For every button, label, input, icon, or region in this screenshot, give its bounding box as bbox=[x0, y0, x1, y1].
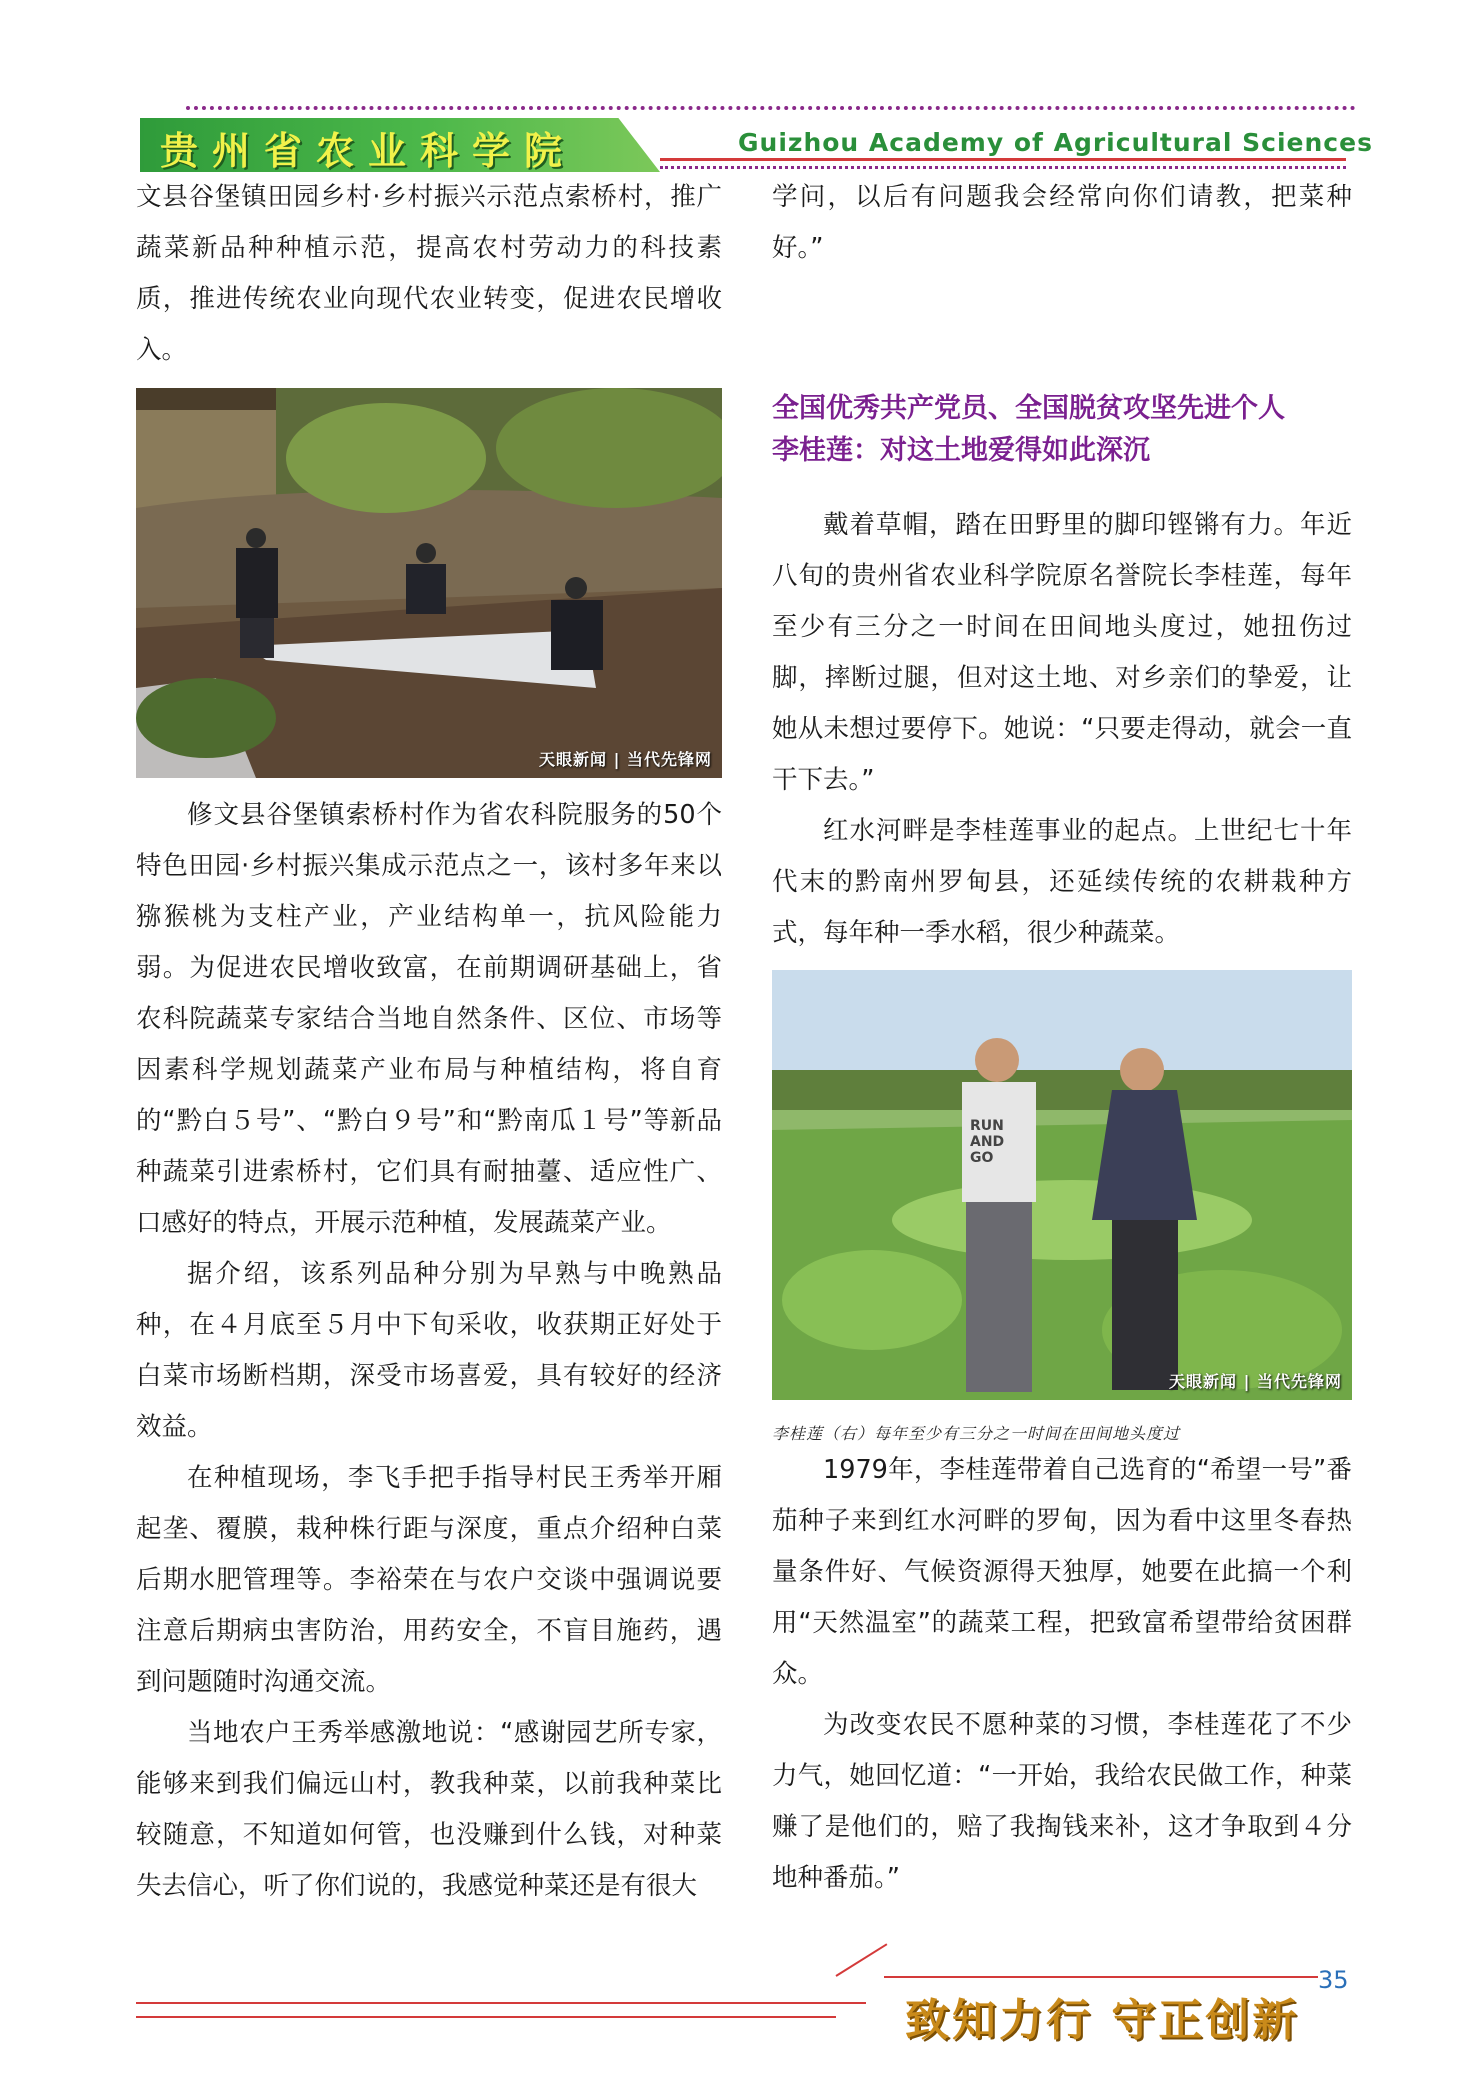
paragraph: 文县谷堡镇田园乡村·乡村振兴示范点索桥村，推广蔬菜新品种种植示范，提高农村劳动力的科技素质，推进传统农业向现代农业转变，促进农民增收入。 bbox=[136, 182, 722, 365]
paragraph: 当地农户王秀举感激地说：“感谢园艺所专家，能够来到我们偏远山村，教我种菜，以前我种菜比较随意，不知道如何管，也没赚到什么钱，对种菜失去信心，听了你们说的，我感觉种菜还是有很大 bbox=[136, 1718, 722, 1901]
header-title-cn: 贵州省农业科学院 bbox=[160, 129, 577, 173]
shirt-text: RUN AND GO bbox=[970, 1118, 1005, 1166]
photo-cabbage-field-image bbox=[772, 970, 1352, 1400]
right-column-body-b bbox=[772, 1445, 1352, 1904]
photo-field-workers-image bbox=[136, 388, 722, 778]
paragraph: 在种植现场，李飞手把手指导村民王秀举开厢起垄、覆膜，栽种株行距与深度，重点介绍种白菜后期水肥管理等。李裕荣在与农户交谈中强调说要注意后期病虫害防治，用药安全，不盲目施药，遇到问题随时沟通交流。 bbox=[136, 1463, 722, 1697]
section-heading-line-1: 全国优秀共产党员、全国脱贫攻坚先进个人 bbox=[772, 393, 1285, 424]
header-dotted-rule-2 bbox=[660, 166, 1346, 169]
section-heading-line-2: 李桂莲：对这土地爱得如此深沉 bbox=[772, 435, 1150, 466]
footer-motto: 致知力行 守正创新 bbox=[905, 1995, 1300, 2046]
paragraph: 修文县谷堡镇索桥村作为省农科院服务的50个特色田园·乡村振兴集成示范点之一，该村多年来以猕猴桃为支柱产业，产业结构单一，抗风险能力弱。为促进农民增收致富，在前期调研基础上，省农科院蔬菜专家结合当地自然条件、区位、市场等因素科学规划蔬菜产业布局与种植结构，将自育的“黔白５号”、“黔白９号”和“黔南瓜１号”等新品种蔬菜引进索桥村，它们具有耐抽薹、适应性广、口感好的特点，开展示范种植，发展蔬菜产业。 bbox=[136, 800, 722, 1238]
footer-rule-2 bbox=[136, 2016, 836, 2018]
paragraph: 学问，以后有问题我会经常向你们请教，把菜种好。” bbox=[772, 182, 1352, 263]
header-dotted-rule bbox=[186, 106, 1356, 110]
left-column-body bbox=[136, 790, 722, 1912]
footer-rule-top bbox=[884, 1976, 1318, 1978]
photo-watermark: 天眼新闻 | 当代先锋网 bbox=[539, 750, 712, 769]
paragraph: 红水河畔是李桂莲事业的起点。上世纪七十年代末的黔南州罗甸县，还延续传统的农耕栽种方式，每年种一季水稻，很少种蔬菜。 bbox=[772, 816, 1352, 948]
right-column-top bbox=[772, 172, 1352, 274]
photo-caption: 李桂莲（右）每年至少有三分之一时间在田间地头度过 bbox=[772, 1424, 1181, 1443]
paragraph: 戴着草帽，踏在田野里的脚印铿锵有力。年近八旬的贵州省农业科学院原名誉院长李桂莲，每年至少有三分之一时间在田间地头度过，她扭伤过脚，摔断过腿，但对这土地、对乡亲们的挚爱，让她从未想过要停下。她说：“只要走得动，就会一直干下去。” bbox=[772, 510, 1352, 795]
footer-rule-1 bbox=[136, 2002, 866, 2004]
page-number: 35 bbox=[1318, 1966, 1349, 1994]
photo-watermark: 天眼新闻 | 当代先锋网 bbox=[1169, 1372, 1342, 1391]
photo-cabbage-field bbox=[772, 970, 1352, 1400]
footer-rule-slant bbox=[835, 1943, 887, 1976]
paragraph: 1979年，李桂莲带着自己选育的“希望一号”番茄种子来到红水河畔的罗甸，因为看中这里冬春热量条件好、气候资源得天独厚，她要在此搞一个利用“天然温室”的蔬菜工程，把致富希望带给贫困群众。 bbox=[772, 1455, 1352, 1689]
section-heading bbox=[772, 388, 1372, 472]
photo-field-workers bbox=[136, 388, 722, 778]
left-column bbox=[136, 172, 722, 376]
paragraph: 为改变农民不愿种菜的习惯，李桂莲花了不少力气，她回忆道：“一开始，我给农民做工作，种菜赚了是他们的，赔了我掏钱来补，这才争取到４分地种番茄。” bbox=[772, 1710, 1352, 1893]
header-red-rule bbox=[660, 158, 1346, 161]
right-column-body-a bbox=[772, 500, 1352, 959]
paragraph: 据介绍，该系列品种分别为早熟与中晚熟品种，在４月底至５月中下旬采收，收获期正好处于白菜市场断档期，深受市场喜爱，具有较好的经济效益。 bbox=[136, 1259, 722, 1442]
header-title-en: Guizhou Academy of Agricultural Sciences bbox=[738, 128, 1373, 157]
